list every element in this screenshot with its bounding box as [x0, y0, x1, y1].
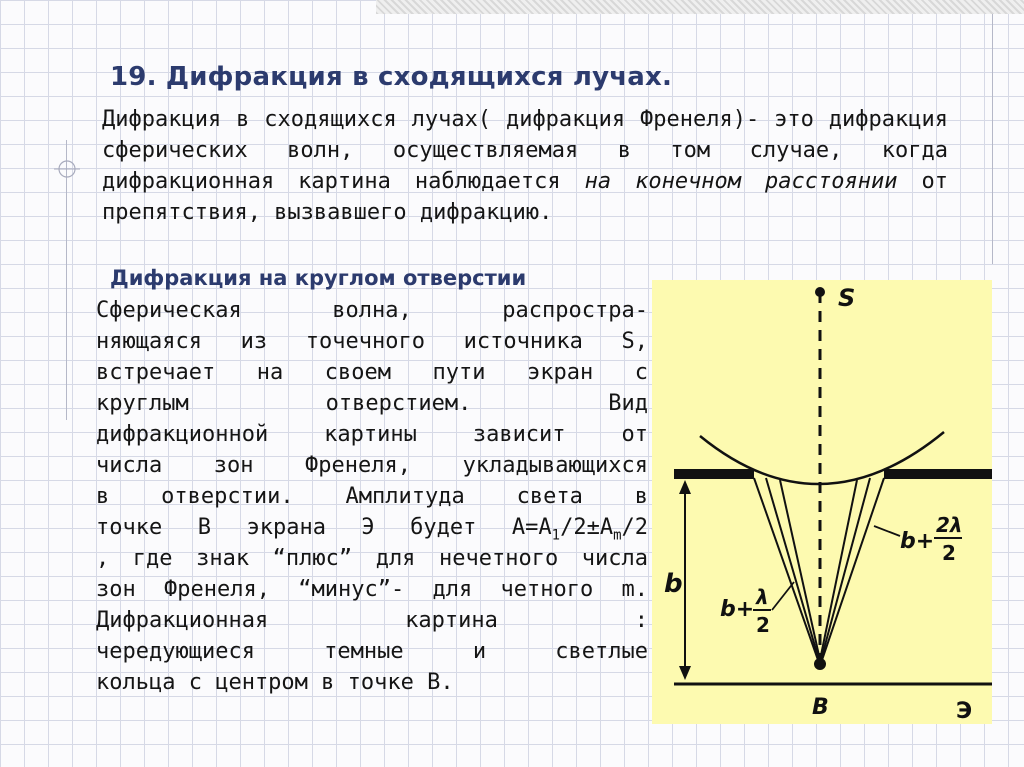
- decorative-right-line: [992, 14, 993, 264]
- desc-line: круглым отверстием. Вид: [96, 391, 648, 416]
- desc-line: в отверстии. Амплитуда света в: [96, 484, 648, 509]
- ray: [821, 478, 870, 660]
- diffraction-diagram-svg: [652, 280, 992, 724]
- label-b-point: B: [812, 695, 829, 720]
- desc-line: няющаяся из точечного источника S,: [96, 329, 648, 354]
- desc-line: , где знак “плюс” для нечетного числа: [96, 546, 648, 571]
- point-b: [814, 658, 826, 670]
- pointer-line: [874, 526, 900, 536]
- ray: [822, 478, 884, 660]
- desc-line: дифракционной картины зависит от: [96, 422, 648, 447]
- desc-line: Дифракционная картина :: [96, 608, 648, 633]
- formula-text: точке В экрана Э будет А=А: [96, 515, 552, 540]
- distance-arrow-head-top: [679, 480, 691, 494]
- slide-title: 19. Дифракция в сходящихся лучах.: [110, 62, 673, 92]
- label-s: S: [838, 284, 856, 312]
- label-b-distance: b: [664, 569, 683, 599]
- intro-text-2: от препятствия, вызвавшего дифракцию.: [102, 169, 948, 225]
- ray: [766, 478, 819, 660]
- desc-line: чередующиеся темные и светлые: [96, 639, 648, 664]
- crosshair-icon: [54, 156, 80, 182]
- formula-subscript: m: [613, 527, 622, 544]
- amplitude-formula-line: [96, 512, 648, 543]
- decorative-top-band: [376, 0, 1024, 14]
- label-two-lambda-denominator: 2: [942, 541, 956, 565]
- label-b-plus-two-lambda: b+: [900, 529, 935, 554]
- desc-line: кольца с центром в точке В.: [96, 670, 454, 695]
- desc-line: встречает на своем пути экран с: [96, 360, 648, 385]
- intro-paragraph: [102, 104, 948, 228]
- section-subtitle: Дифракция на круглом отверстии: [110, 266, 527, 290]
- decorative-left-line: [66, 140, 67, 420]
- formula-text: /2: [621, 515, 648, 540]
- label-screen: Э: [956, 699, 973, 724]
- desc-line: числа зон Френеля, укладывающихся: [96, 453, 648, 478]
- formula-subscript: 1: [551, 527, 561, 544]
- label-lambda-denominator: 2: [756, 613, 770, 637]
- label-two-lambda-numerator: 2λ: [936, 513, 963, 537]
- desc-line: Сферическая волна, распростра-: [96, 298, 648, 323]
- description-paragraph: [96, 295, 648, 698]
- label-b-plus-half-lambda: b+: [720, 597, 755, 622]
- pointer-line: [772, 582, 794, 610]
- label-lambda-numerator: λ: [756, 585, 769, 609]
- diffraction-diagram: [652, 280, 992, 724]
- formula-text: /2±А: [560, 515, 614, 540]
- desc-line: зон Френеля, “минус”- для четного m.: [96, 577, 648, 602]
- ray: [820, 480, 857, 660]
- distance-arrow-head-bottom: [679, 666, 691, 680]
- source-point: [815, 287, 825, 297]
- intro-text-1: Дифракция в сходящихся лучах( дифракция Френеля)- это дифракция сферических волн, осуществляемая в том случае, когда дифракционная картина наблюдается: [102, 107, 948, 194]
- intro-text-italic: на конечном расстоянии: [584, 169, 898, 194]
